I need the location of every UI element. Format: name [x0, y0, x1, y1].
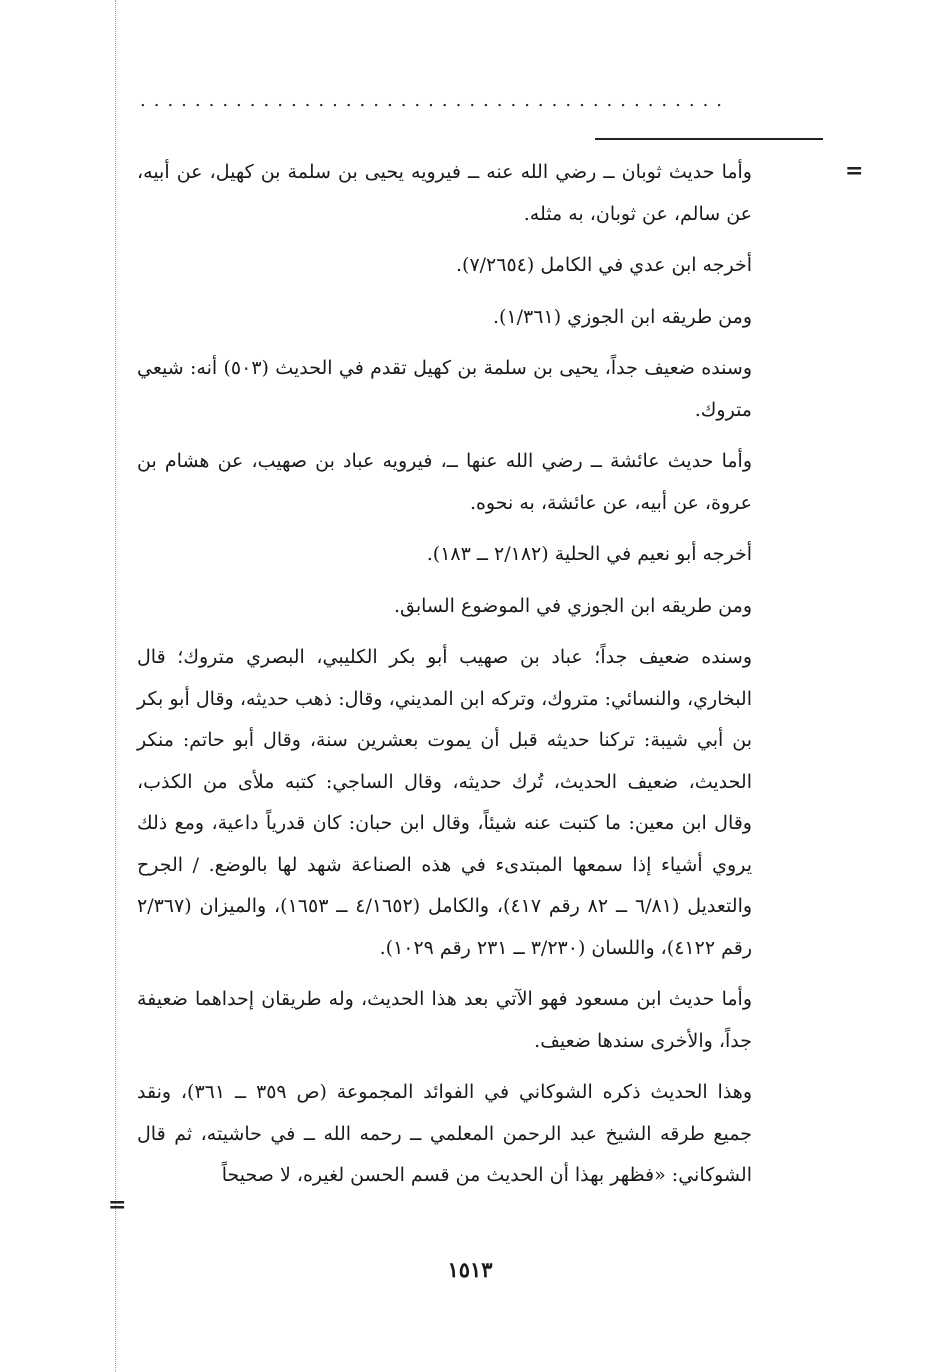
page-number: ١٥١٣	[447, 1257, 493, 1282]
paragraph-ibn-adi-source: أخرجه ابن عدي في الكامل (٧/٢٦٥٤).	[456, 254, 752, 276]
paragraph-yahya-grading: وسنده ضعيف جداً، يحيى بن سلمة بن كهيل تقدم في الحديث (٥٠٣) أنه: شيعي متروك.	[137, 357, 752, 421]
continuation-mark-bottom: =	[108, 1192, 127, 1218]
margin-guide-line	[115, 0, 116, 1372]
paragraph-ibn-masud-hadith: وأما حديث ابن مسعود فهو الآتي بعد هذا الحديث، وله طريقان إحداهما ضعيفة جداً، والأخرى سندها ضعيف.	[137, 988, 752, 1052]
dotted-separator: ...........................................	[140, 90, 731, 110]
paragraph-thawban-hadith: وأما حديث ثوبان ــ رضي الله عنه ــ فيرويه يحيى بن سلمة بن كهيل، عن أبيه، عن سالم، عن ثوبان، به مثله.	[137, 161, 752, 225]
paragraph-abbad-grading: وسنده ضعيف جداً؛ عباد بن صهيب أبو بكر الكليبي، البصري متروك؛ قال البخاري، والنسائي: متروك، وتركه ابن المديني، وقال: ذهب حديثه، وقال أبو بكر بن أبي شيبة: تركنا حديثه قبل أن يموت بعشرين سنة، وقال أبو حاتم: منكر الحديث، ضعيف الحديث، تُرك حديثه، وقال الساجي: كتبه ملأى من الكذب، وقال ابن معين: ما كتبت عنه شيئاً، وقال ابن حبان: كان قدرياً داعية، ومع ذلك يروي أشياء إذا سمعها المبتدىء في هذه الصناعة شهد لها بالوضع. / الجرح والتعديل (٦/٨١ ــ ٨٢ رقم ٤١٧)، والكامل (٤/١٦٥٢ ــ ١٦٥٣)، والميزان (٢/٣٦٧ رقم ٤١٢٢)، واللسان (٣/٢٣٠ ــ ٢٣١ رقم ١٠٢٩).	[137, 646, 753, 959]
continuation-mark-top: =	[845, 158, 864, 184]
footnote-body	[137, 152, 752, 1207]
paragraph-ibn-jawzi-source: ومن طريقه ابن الجوزي (١/٣٦١).	[493, 305, 752, 328]
paragraph-abu-nuaym-source: أخرجه أبو نعيم في الحلية (٢/١٨٢ ــ ١٨٣).	[426, 543, 752, 565]
paragraph-aisha-hadith: وأما حديث عائشة ــ رضي الله عنها ــ، فيرويه عباد بن صهيب، عن هشام بن عروة، عن أبيه، عن عائشة، به نحوه.	[137, 450, 752, 514]
footnote-rule	[595, 138, 823, 140]
paragraph-shawkani-note: وهذا الحديث ذكره الشوكاني في الفوائد المجموعة (ص ٣٥٩ ــ ٣٦١)، ونقد جميع طرقه الشيخ عبد الرحمن المعلمي ــ رحمه الله ــ في حاشيته، ثم قال الشوكاني: «فظهر بهذا أن الحديث من قسم الحسن لغيره، لا صحيحاً	[137, 1081, 752, 1186]
paragraph-ibn-jawzi-same-place: ومن طريقه ابن الجوزي في الموضوع السابق.	[393, 594, 752, 617]
